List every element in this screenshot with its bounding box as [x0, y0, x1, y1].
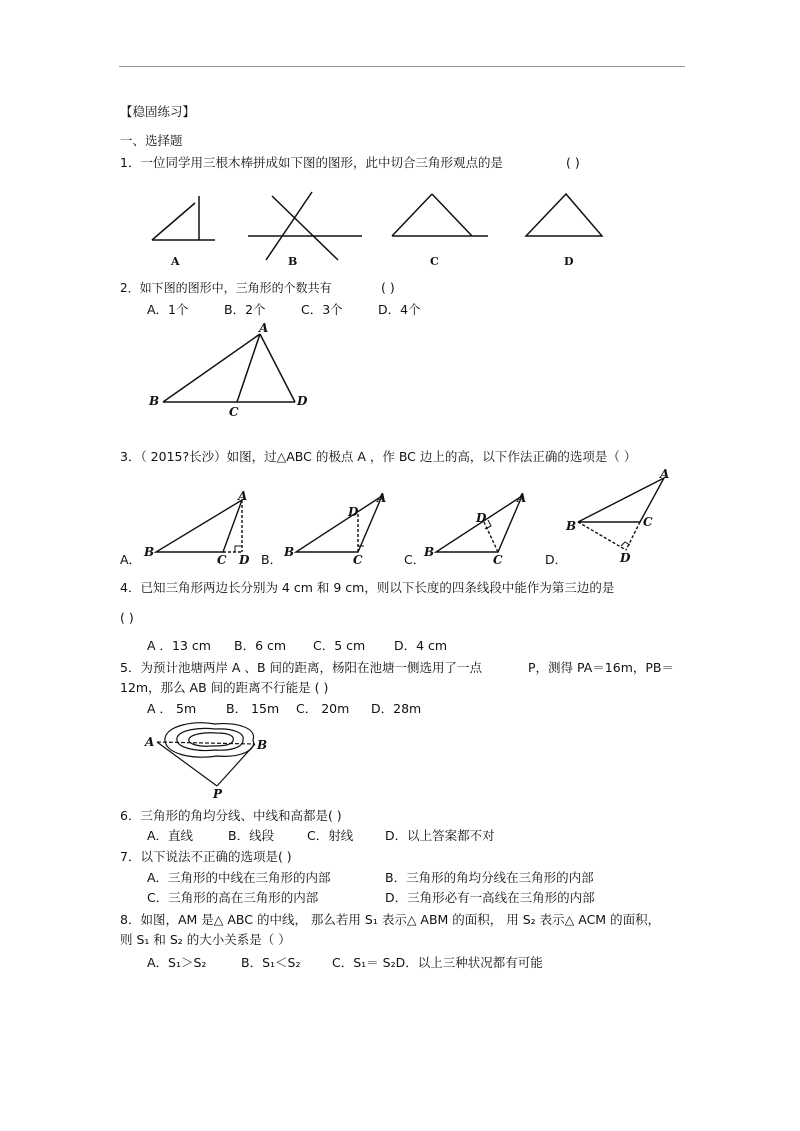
q3-a-point-a: A — [238, 489, 248, 503]
q5-point-p: P — [213, 787, 223, 801]
q3-d-height1 — [578, 522, 626, 550]
q2-line-ad — [260, 334, 295, 402]
q3-c-point-c: C — [493, 553, 503, 567]
q1-a-slant — [152, 203, 195, 240]
q1-figure — [140, 188, 620, 268]
q6-option-c: C．射线 — [307, 828, 354, 843]
q3-figure — [118, 467, 678, 570]
q1-b-line1 — [272, 196, 338, 260]
q6-option-a: A．直线 — [147, 828, 194, 843]
q2-stem: 2．如下图的图形中，三角形的个数共有 — [120, 281, 332, 295]
q2-option-d: D．4个 — [378, 302, 421, 317]
q1-c-left — [392, 194, 432, 236]
q1-answer-paren: ( ) — [566, 155, 580, 170]
q2-point-c: C — [229, 405, 239, 419]
q6-option-b: B．线段 — [228, 828, 275, 843]
q2-option-c: C．3个 — [301, 302, 343, 317]
q5-option-b: B． 15m — [226, 701, 280, 716]
q3-d-point-b: B — [566, 519, 577, 533]
q3-b-triangle — [296, 496, 382, 552]
q3-d-point-d: D — [620, 551, 631, 565]
q4-stem: 4．已知三角形两边长分别为 4 cm 和 9 cm，则以下长度的四条线段中能作为第三边的是 — [120, 580, 615, 595]
q3-c-point-d: D — [476, 511, 487, 525]
q3-option-d: D． — [545, 552, 568, 567]
top-rule — [119, 66, 685, 67]
q5-option-a: A ． 5m — [147, 701, 197, 716]
q3-d-point-c: C — [643, 515, 653, 529]
q1-c-right — [432, 194, 472, 236]
q3-option-c: C． — [404, 552, 426, 567]
q5-option-c: C． 20m — [296, 701, 350, 716]
q1-label-b: B — [288, 255, 298, 268]
q3-b-point-d: D — [348, 505, 359, 519]
q1-label-c: C — [430, 255, 439, 268]
q1-d-triangle — [526, 194, 602, 236]
q2-line-ac — [237, 334, 260, 402]
q5-stem-line2: 12m，那么 AB 间的距离不行能是 ( ) — [120, 680, 329, 695]
q2-line-ba — [163, 334, 260, 402]
q5-point-b: B — [257, 738, 268, 752]
q3-a-point-b: B — [144, 545, 155, 559]
section-header: 【稳固练习】 — [120, 104, 196, 119]
q3-a-point-c: C — [217, 553, 227, 567]
q8-option-a: A．S₁＞S₂ — [147, 955, 207, 970]
q1-label-d: D — [564, 255, 574, 268]
q5-point-a: A — [145, 735, 155, 749]
q2-answer-paren: ( ) — [381, 280, 395, 295]
q6-option-d: D．以上答案都不对 — [385, 828, 495, 843]
q2-option-a: A．1个 — [147, 302, 189, 317]
q2-option-b: B．2个 — [224, 302, 266, 317]
q1-b-line2 — [266, 192, 312, 260]
q2-point-d: D — [297, 394, 308, 408]
q7-option-b: B．三角形的角均分线在三角形的内部 — [385, 870, 594, 885]
q5-figure — [145, 718, 275, 801]
q6-stem: 6．三角形的角均分线、中线和高都是( ) — [120, 808, 342, 823]
q3-b-point-a: A — [377, 491, 387, 505]
q5-option-d: D．28m — [371, 701, 422, 716]
q4-option-d: D．4 cm — [394, 638, 448, 653]
q3-stem: 3．（ 2015?长沙）如图，过△ABC 的极点 A ，作 BC 边上的高，以下作法正确的选项是（ ） — [120, 449, 637, 464]
q7-stem: 7．以下说法不正确的选项是( ) — [120, 849, 292, 864]
q1-label-a: A — [171, 255, 180, 268]
q5-line-ab — [157, 742, 255, 744]
q8-option-b: B．S₁＜S₂ — [241, 955, 301, 970]
q7-option-c: C．三角形的高在三角形的内部 — [147, 890, 319, 905]
q3-a-point-d: D — [239, 553, 250, 567]
q4-answer-paren: ( ) — [120, 610, 134, 625]
q3-option-a: A． — [120, 552, 142, 567]
section-title: 一、选择题 — [120, 133, 183, 148]
q4-option-c: C．5 cm — [313, 638, 366, 653]
q5-pond-inner — [189, 733, 234, 746]
q3-d-height2 — [626, 522, 640, 550]
q8-stem-line2: 则 S₁ 和 S₂ 的大小关系是（ ） — [120, 932, 291, 947]
q5-stem-line1b: P，测得 PA＝16m，PB＝ — [528, 660, 674, 675]
q3-c-point-a: A — [517, 491, 527, 505]
q8-option-c: C．S₁＝ S₂D．以上三种状况都有可能 — [332, 955, 543, 970]
q7-option-a: A．三角形的中线在三角形的内部 — [147, 870, 331, 885]
q4-option-a: A ．13 cm — [147, 638, 211, 653]
q3-c-point-b: B — [424, 545, 435, 559]
q5-stem-line1: 5．为预计池塘两岸 A 、B 间的距离，杨阳在池塘一侧选用了一点 — [120, 660, 483, 675]
q4-option-b: B．6 cm — [234, 638, 287, 653]
q3-d-point-a: A — [660, 467, 670, 481]
q3-b-point-b: B — [284, 545, 295, 559]
q2-figure — [145, 322, 325, 417]
q7-option-d: D．三角形必有一高线在三角形的内部 — [385, 890, 595, 905]
q8-stem-line1: 8．如图，AM 是△ ABC 的中线， 那么若用 S₁ 表示△ ABM 的面积， 用 S₂ 表示△ ACM 的面积， — [120, 912, 661, 927]
q2-point-b: B — [149, 394, 160, 408]
q1-stem: 1．一位同学用三根木棒拼成如下图的图形，此中切合三角形观点的是 — [120, 155, 503, 170]
q3-option-b: B． — [261, 552, 283, 567]
q3-a-triangle — [156, 500, 242, 552]
q3-b-point-c: C — [353, 553, 363, 567]
q2-point-a: A — [259, 321, 269, 335]
